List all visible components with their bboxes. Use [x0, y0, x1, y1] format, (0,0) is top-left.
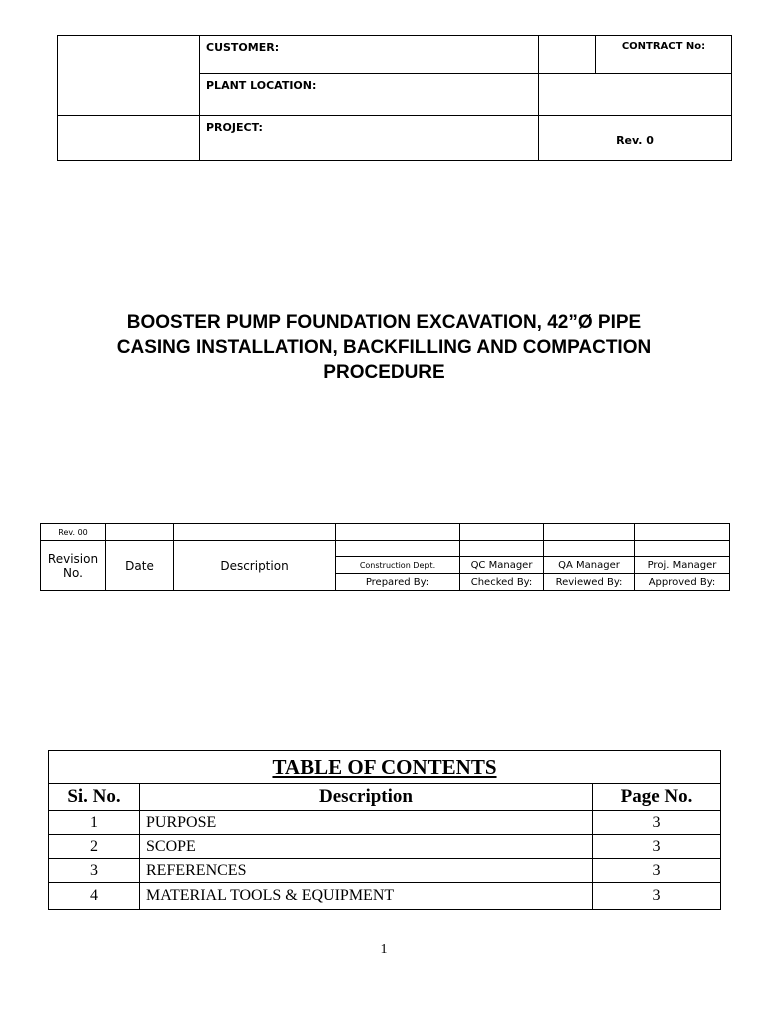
plant-location-label: PLANT LOCATION: [200, 74, 539, 116]
approved-by: Approved By: [635, 574, 730, 591]
customer-label: CUSTOMER: [200, 36, 539, 74]
revision-label: Rev. 0 [539, 116, 732, 161]
project-label: PROJECT: [200, 116, 539, 161]
page-number: 1 [380, 942, 388, 957]
table-row: 2 SCOPE 3 [49, 835, 721, 859]
reviewed-by: Reviewed By: [544, 574, 635, 591]
table-row: 3 REFERENCES 3 [49, 859, 721, 883]
role-qa: QA Manager [544, 557, 635, 574]
role-qc: QC Manager [460, 557, 544, 574]
table-row: 1 PURPOSE 3 [49, 811, 721, 835]
role-construction: Construction Dept. [336, 557, 460, 574]
toc-header-no: Si. No. [49, 784, 140, 811]
table-row: 4 MATERIAL TOOLS & EQUIPMENT 3 [49, 883, 721, 910]
logo-cell [58, 36, 200, 116]
revision-no-header: Revision No. [41, 541, 106, 591]
toc-title: TABLE OF CONTENTS [49, 751, 721, 784]
prepared-by: Prepared By: [336, 574, 460, 591]
document-header-table [57, 35, 732, 161]
description-header: Description [174, 541, 336, 591]
date-header: Date [106, 541, 174, 591]
checked-by: Checked By: [460, 574, 544, 591]
revision-table [40, 523, 730, 591]
role-pm: Proj. Manager [635, 557, 730, 574]
table-of-contents [48, 750, 721, 910]
rev-label: Rev. 00 [41, 524, 106, 541]
document-title: BOOSTER PUMP FOUNDATION EXCAVATION, 42”Ø PIPE CASING INSTALLATION, BACKFILLING AND COMPACTION PROCEDURE [116, 312, 652, 383]
toc-header-page: Page No. [593, 784, 721, 811]
toc-header-description: Description [140, 784, 593, 811]
contract-label: CONTRACT No: [596, 36, 732, 74]
